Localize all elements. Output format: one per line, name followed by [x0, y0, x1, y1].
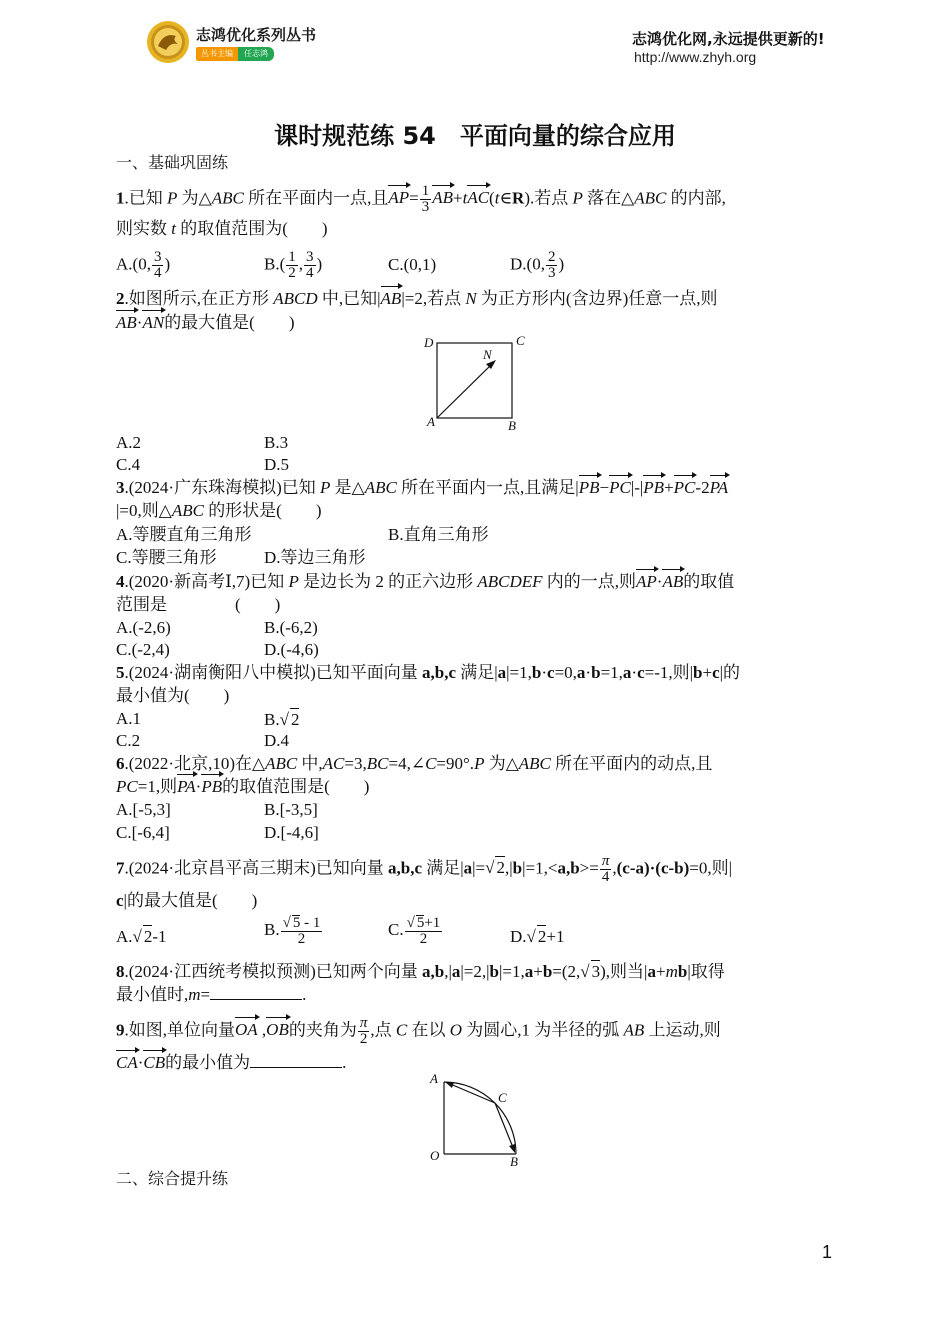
question-2-line-2: AB·AN的最大值是( ) [116, 313, 295, 332]
question-4-line-2: 范围是 ( ) [116, 595, 281, 614]
site-url[interactable]: http://www.zhyh.org [634, 49, 757, 65]
arc-figure [424, 1068, 534, 1172]
editor-label: 丛书主编 [196, 47, 238, 61]
question-7-line-2: c|的最大值是( ) [116, 891, 258, 910]
fig-label-B: B [510, 1154, 518, 1169]
question-3-line-1: 3.(2024·广东珠海模拟)已知 P 是△ABC 所在平面内一点,且满足|PB−PC|-|PB+PC-2PA [116, 478, 729, 497]
question-4-option-a[interactable]: A.(-2,6) [116, 618, 171, 637]
question-5-line-2: 最小值为( ) [116, 686, 230, 705]
question-5-option-c[interactable]: C.2 [116, 731, 141, 750]
question-5-option-d[interactable]: D.4 [264, 731, 290, 750]
editor-bar [196, 46, 274, 62]
question-6-option-c[interactable]: C.[-6,4] [116, 823, 170, 842]
question-4-line-1: 4.(2020·新高考Ⅰ,7)已知 P 是边长为 2 的正六边形 ABCDEF 内的一点,则AP·AB的取值 [116, 572, 735, 591]
section-advanced: 二、综合提升练 [116, 1169, 229, 1188]
vector-AC: AC [467, 188, 490, 208]
question-6-line-1: 6.(2022·北京,10)在△ABC 中,AC=3,BC=4,∠C=90°.P 为△ABC 所在平面内的动点,且 [116, 754, 713, 773]
question-1-option-c[interactable]: C.(0,1) [388, 255, 437, 274]
question-8-line-1: 8.(2024·江西统考模拟预测)已知两个向量 a,b,|a|=2,|b|=1,a+b=(2,√ 3),则当|a+mb|取得 [116, 960, 725, 983]
question-1-line-2: 则实数 t 的取值范围为( ) [116, 219, 328, 238]
page-title: 课时规范练 54 平面向量的综合应用 [274, 122, 676, 150]
question-6-option-b[interactable]: B.[-3,5] [264, 800, 318, 819]
vector-AP: AP [388, 188, 410, 208]
question-2-option-a[interactable]: A.2 [116, 433, 142, 452]
question-7-line-1: 7.(2024·北京昌平高三期末)已知向量 a,b,c 满足|a|=√ 2,|b|=1,<a,b>= $\frac{\pi}{4}$ ,(c-a)·(c-b)=0,则| [116, 854, 732, 885]
fig-label-A: A [427, 414, 435, 429]
question-2-option-d[interactable]: D.5 [264, 455, 290, 474]
question-2-line-1: 2.如图所示,在正方形 ABCD 中,已知|AB|=2,若点 N 为正方形内(含边界)任意一点,则 [116, 289, 718, 308]
question-1-option-b[interactable]: B.( $\frac{1}{2}$ , $\frac{3}{4}$ ) [264, 249, 323, 281]
question-8-line-2: 最小值时,m= . [116, 985, 307, 1004]
vector-AB: AB [432, 188, 453, 208]
series-title: 志鸿优化系列丛书 [196, 26, 317, 44]
question-7-option-c[interactable]: C. √ $\frac{5+1}{2}$ [388, 915, 443, 947]
page-number: 1 [822, 1242, 833, 1262]
question-3-option-c[interactable]: C.等腰三角形 [116, 548, 217, 567]
question-2-option-b[interactable]: B.3 [264, 433, 289, 452]
question-1-line-1: 1.已知 P 为△ABC 所在平面内一点,且AP= $\frac{1}{3}$ AB+tAC(t∈R).若点 P 落在△ABC 的内部, [116, 183, 726, 215]
question-5-option-b[interactable]: B.√ 2 [264, 708, 299, 731]
q-num: 1 [116, 188, 125, 208]
fig-label-A: A [430, 1071, 438, 1086]
question-7-option-d[interactable]: D.√ 2+1 [510, 925, 564, 948]
question-4-option-b[interactable]: B.(-6,2) [264, 618, 318, 637]
question-5-option-a[interactable]: A.1 [116, 709, 142, 728]
question-6-line-2: PC=1,则PA·PB的取值范围是( ) [116, 777, 370, 796]
answer-blank[interactable] [210, 985, 302, 1000]
fraction: $\frac{1}{3}$ [421, 183, 430, 215]
question-9-line-2: CA·CB的最小值为 . [116, 1053, 347, 1072]
question-7-option-b[interactable]: B. √ $\frac{5 - 1}{2}$ [264, 915, 323, 947]
question-6-option-d[interactable]: D.[-4,6] [264, 823, 319, 842]
question-5-line-1: 5.(2024·湖南衡阳八中模拟)已知平面向量 a,b,c 满足|a|=1,b·c=0,a·b=1,a·c=-1,则|b+c|的 [116, 663, 741, 682]
question-1-option-a[interactable]: A.(0, $\frac{3}{4}$ ) [116, 249, 171, 281]
question-1-option-d[interactable]: D.(0, $\frac{2}{3}$ ) [510, 249, 565, 281]
fig-label-C: C [498, 1090, 507, 1105]
question-4-option-d[interactable]: D.(-4,6) [264, 640, 319, 659]
question-6-option-a[interactable]: A.[-5,3] [116, 800, 171, 819]
fig-label-B: B [508, 418, 516, 433]
question-3-option-b[interactable]: B.直角三角形 [388, 525, 489, 544]
square-figure [420, 332, 530, 432]
question-4-option-c[interactable]: C.(-2,4) [116, 640, 170, 659]
question-2-option-c[interactable]: C.4 [116, 455, 141, 474]
logo-emblem-icon [146, 20, 190, 64]
answer-blank[interactable] [250, 1053, 342, 1068]
question-7-option-a[interactable]: A.√ 2-1 [116, 925, 167, 948]
fig-label-D: D [424, 335, 434, 350]
question-9-line-1: 9.如图,单位向量OA ,OB的夹角为 $\frac{\pi}{2}$ ,点 C 在以 O 为圆心,1 为半径的弧 AB 上运动,则 [116, 1015, 721, 1047]
fig-label-C: C [516, 333, 525, 348]
question-3-option-d[interactable]: D.等边三角形 [264, 548, 366, 567]
site-slogan: 志鸿优化网,永远提供更新的! [632, 30, 825, 48]
editor-name: 任志鸿 [238, 47, 274, 61]
fig-label-O: O [430, 1148, 440, 1163]
section-basic: 一、基础巩固练 [116, 153, 229, 172]
question-3-option-a[interactable]: A.等腰直角三角形 [116, 525, 252, 544]
fig-label-N: N [483, 347, 492, 362]
question-3-line-2: |=0,则△ABC 的形状是( ) [116, 501, 322, 520]
